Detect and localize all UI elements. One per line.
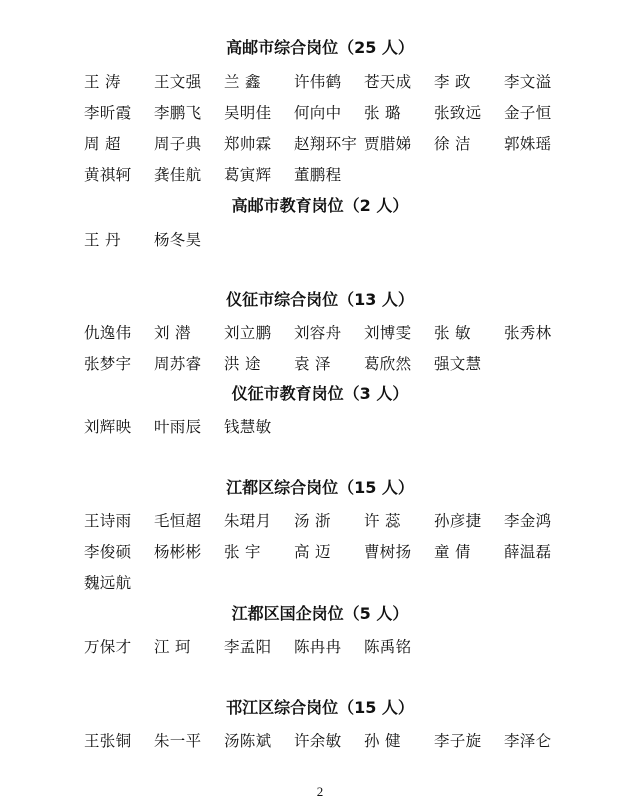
- candidate-name: 钱慧敏: [224, 418, 272, 436]
- candidate-name: 刘立鹏: [224, 324, 272, 342]
- candidate-name: 葛欣然: [364, 355, 412, 373]
- candidate-name: 贾腊娣: [364, 135, 412, 153]
- section-title: 仪征市综合岗位（13 人）: [226, 290, 414, 309]
- candidate-name: 刘辉映: [84, 418, 132, 436]
- section-title: 江都区国企岗位（5 人）: [231, 604, 409, 623]
- candidate-name: 苍天成: [364, 73, 412, 91]
- candidate-name: 李孟阳: [224, 638, 272, 656]
- candidate-name: 刘 潜: [154, 324, 191, 342]
- candidate-name: 许余敏: [294, 732, 342, 750]
- name-row: [84, 133, 564, 155]
- name-row: [84, 102, 564, 124]
- candidate-name: 吴明佳: [224, 104, 272, 122]
- section-title: 高邮市综合岗位（25 人）: [226, 38, 414, 57]
- name-row: [84, 71, 564, 93]
- candidate-name: 万保才: [84, 638, 132, 656]
- name-row: [84, 322, 564, 344]
- name-row: [84, 572, 564, 594]
- candidate-name: 朱珺月: [224, 512, 272, 530]
- section-title: 江都区综合岗位（15 人）: [226, 478, 414, 497]
- name-row: [84, 229, 564, 251]
- candidate-name: 李文溢: [504, 73, 552, 91]
- candidate-name: 陈禹铭: [364, 638, 412, 656]
- candidate-name: 李俊硕: [84, 543, 132, 561]
- candidate-name: 高 迈: [294, 543, 331, 561]
- candidate-name: 汤 浙: [294, 512, 331, 530]
- candidate-name: 张 宇: [224, 543, 261, 561]
- candidate-name: 张秀林: [504, 324, 552, 342]
- candidate-name: 王 丹: [84, 231, 121, 249]
- candidate-name: 陈冉冉: [294, 638, 342, 656]
- candidate-name: 龚佳航: [154, 166, 202, 184]
- candidate-name: 汤陈斌: [224, 732, 272, 750]
- candidate-name: 张梦宇: [84, 355, 132, 373]
- candidate-name: 刘博雯: [364, 324, 412, 342]
- candidate-name: 杨彬彬: [154, 543, 202, 561]
- candidate-name: 仇逸伟: [84, 324, 132, 342]
- candidate-name: 董鹏程: [294, 166, 342, 184]
- candidate-name: 李昕霞: [84, 104, 132, 122]
- candidate-name: 袁 泽: [294, 355, 331, 373]
- candidate-name: 徐 洁: [434, 135, 471, 153]
- candidate-name: 周 超: [84, 135, 121, 153]
- candidate-name: 葛寅辉: [224, 166, 272, 184]
- name-row: [84, 416, 564, 438]
- candidate-name: 孙彦捷: [434, 512, 482, 530]
- name-row: [84, 636, 564, 658]
- candidate-name: 李鹏飞: [154, 104, 202, 122]
- candidate-name: 强文慧: [434, 355, 482, 373]
- candidate-name: 童 倩: [434, 543, 471, 561]
- candidate-name: 黄祺轲: [84, 166, 132, 184]
- name-row: [84, 541, 564, 563]
- name-row: [84, 353, 564, 375]
- candidate-name: 杨冬昊: [154, 231, 202, 249]
- section-title: 高邮市教育岗位（2 人）: [231, 196, 409, 215]
- candidate-name: 兰 鑫: [224, 73, 261, 91]
- candidate-name: 魏远航: [84, 574, 132, 592]
- candidate-name: 孙 健: [364, 732, 401, 750]
- candidate-name: 李金鸿: [504, 512, 552, 530]
- section-title: 邗江区综合岗位（15 人）: [226, 698, 414, 717]
- candidate-name: 曹树扬: [364, 543, 412, 561]
- candidate-name: 许伟鹤: [294, 73, 342, 91]
- section-title: 仪征市教育岗位（3 人）: [231, 384, 409, 403]
- candidate-name: 王 涛: [84, 73, 121, 91]
- candidate-name: 叶雨辰: [154, 418, 202, 436]
- name-row: [84, 730, 564, 752]
- candidate-name: 薛温磊: [504, 543, 552, 561]
- candidate-name: 金子恒: [504, 104, 552, 122]
- candidate-name: 李泽仑: [504, 732, 552, 750]
- candidate-name: 许 蕊: [364, 512, 401, 530]
- candidate-name: 王张铜: [84, 732, 132, 750]
- candidate-name: 周子典: [154, 135, 202, 153]
- candidate-name: 李 政: [434, 73, 471, 91]
- name-row: [84, 164, 564, 186]
- candidate-name: 朱一平: [154, 732, 202, 750]
- candidate-name: 王诗雨: [84, 512, 132, 530]
- page-number: 2: [316, 784, 324, 799]
- candidate-name: 郭姝瑶: [504, 135, 552, 153]
- name-row: [84, 510, 564, 532]
- candidate-name: 张 敏: [434, 324, 471, 342]
- candidate-name: 张致远: [434, 104, 482, 122]
- candidate-name: 赵翔环宇: [294, 135, 358, 153]
- candidate-name: 洪 途: [224, 355, 261, 373]
- candidate-name: 何向中: [294, 104, 342, 122]
- candidate-name: 张 璐: [364, 104, 401, 122]
- candidate-name: 江 珂: [154, 638, 191, 656]
- candidate-name: 郑帅霖: [224, 135, 272, 153]
- candidate-name: 李子旋: [434, 732, 482, 750]
- candidate-name: 刘容舟: [294, 324, 342, 342]
- candidate-name: 周苏睿: [154, 355, 202, 373]
- candidate-name: 王文强: [154, 73, 202, 91]
- candidate-name: 毛恒超: [154, 512, 202, 530]
